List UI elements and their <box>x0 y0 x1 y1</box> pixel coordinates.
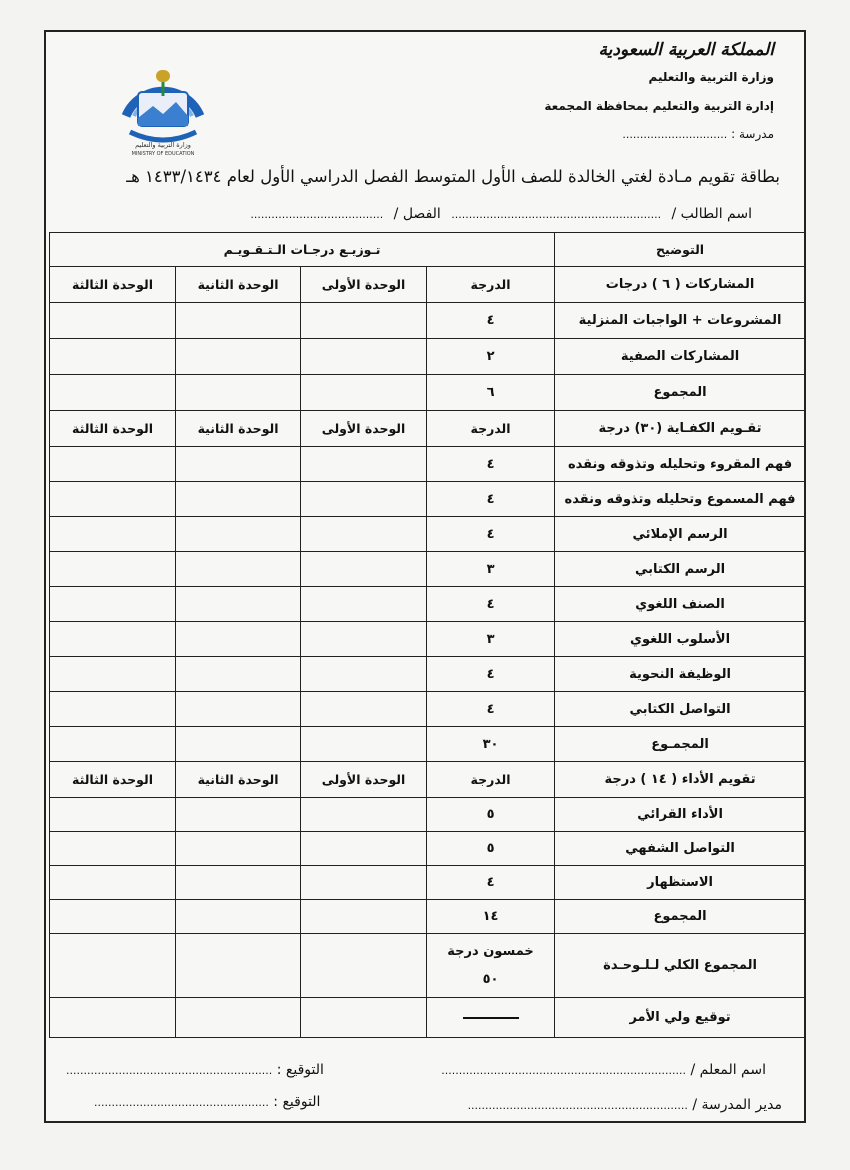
section-competency-title: تقـويم الكفـاية (٣٠) درجة <box>555 411 806 447</box>
class-dots: ...................................... <box>250 208 384 221</box>
guardian-signature-label: توقيع ولي الأمر <box>555 998 806 1038</box>
criterion-degree: ٥ <box>427 798 555 832</box>
grand-total-degree <box>427 934 555 998</box>
evaluation-card-sheet <box>44 30 806 1123</box>
grand-total-words: خمسون درجة <box>447 943 534 959</box>
table-row <box>50 303 806 339</box>
explain-header: التوضيح <box>555 233 806 267</box>
criterion-label: المجموع <box>555 375 806 411</box>
unit2-grade-cell[interactable] <box>176 339 301 375</box>
unit3-grade-cell[interactable] <box>50 832 176 866</box>
unit2-grade-cell[interactable] <box>176 303 301 339</box>
unit1-grade-cell[interactable] <box>301 727 427 762</box>
col-unit3: الوحدة الثالثة <box>50 267 176 303</box>
unit1-grade-cell[interactable] <box>301 339 427 375</box>
school-dots: .............................. <box>622 128 728 141</box>
criterion-degree: ٤ <box>427 482 555 517</box>
grand-total-label: المجموع الكلي لـلـوحـدة <box>555 934 806 998</box>
card-title: بطاقة تقويم مـادة لغتي الخالدة للصف الأول المتوسط الفصل الدراسي الأول لعام ١٤٣٣/١٤٣٤ هـ <box>126 167 780 186</box>
criterion-degree: ٤ <box>427 517 555 552</box>
unit3-grade-cell[interactable] <box>50 934 176 998</box>
teacher-name-dots: ...................................................................... <box>441 1064 687 1077</box>
criterion-label: المجمـوع <box>555 727 806 762</box>
col-unit1: الوحدة الأولى <box>301 267 427 303</box>
table-row <box>50 657 806 692</box>
unit2-grade-cell[interactable] <box>176 482 301 517</box>
unit3-grade-cell[interactable] <box>50 866 176 900</box>
table-row <box>50 866 806 900</box>
unit2-grade-cell[interactable] <box>176 552 301 587</box>
table-row <box>50 622 806 657</box>
criterion-label: المشروعات + الواجبات المنزلية <box>555 303 806 339</box>
col-unit3: الوحدة الثالثة <box>50 762 176 798</box>
criterion-degree: ٤ <box>427 866 555 900</box>
dash-line <box>463 1017 519 1019</box>
criterion-label: فهم المقروء وتحليله وتذوقه ونقده <box>555 447 806 482</box>
unit1-signature-cell[interactable] <box>301 998 427 1038</box>
criterion-label: الأسلوب اللغوي <box>555 622 806 657</box>
table-row <box>50 587 806 622</box>
unit1-grade-cell[interactable] <box>301 866 427 900</box>
criterion-label: الصنف اللغوي <box>555 587 806 622</box>
unit1-grade-cell[interactable] <box>301 375 427 411</box>
unit2-grade-cell[interactable] <box>176 447 301 482</box>
student-name-dots: ............................................................ <box>451 208 662 221</box>
criterion-label: الأداء القرائي <box>555 798 806 832</box>
criterion-degree: ٣٠ <box>427 727 555 762</box>
unit3-grade-cell[interactable] <box>50 622 176 657</box>
col-degree: الدرجة <box>427 411 555 447</box>
class-label: الفصل / <box>393 206 441 222</box>
criterion-label: الرسم الكتابي <box>555 552 806 587</box>
criterion-degree: ١٤ <box>427 900 555 934</box>
evaluation-table <box>49 232 806 1038</box>
unit3-grade-cell[interactable] <box>50 447 176 482</box>
unit3-grade-cell[interactable] <box>50 375 176 411</box>
unit1-grade-cell[interactable] <box>301 587 427 622</box>
section-performance-title: تقويم الأداء ( ١٤ ) درجة <box>555 762 806 798</box>
unit2-grade-cell[interactable] <box>176 692 301 727</box>
criterion-label: الوظيفة النحوية <box>555 657 806 692</box>
criterion-degree: ٤ <box>427 692 555 727</box>
criterion-degree: ٢ <box>427 339 555 375</box>
principal-name-label: مدير المدرسة / <box>692 1097 782 1113</box>
ministry-logo-icon <box>108 56 218 156</box>
grand-total-row <box>50 934 806 998</box>
principal-name-field <box>468 1097 782 1113</box>
section-participation-title: المشاركات ( ٦ ) درجات <box>555 267 806 303</box>
table-row <box>50 832 806 866</box>
table-row <box>50 798 806 832</box>
criterion-label: المشاركات الصفية <box>555 339 806 375</box>
criterion-label: التواصل الكتابي <box>555 692 806 727</box>
col-degree: الدرجة <box>427 267 555 303</box>
table-row <box>50 375 806 411</box>
guardian-dash-cell <box>427 998 555 1038</box>
teacher-signature-field <box>66 1062 324 1078</box>
principal-signature-field <box>94 1094 320 1110</box>
unit3-grade-cell[interactable] <box>50 339 176 375</box>
unit3-grade-cell[interactable] <box>50 657 176 692</box>
unit2-grade-cell[interactable] <box>176 832 301 866</box>
unit3-grade-cell[interactable] <box>50 692 176 727</box>
svg-text:وزارة التربية والتعليم: وزارة التربية والتعليم <box>135 141 191 149</box>
criterion-label: المجموع <box>555 900 806 934</box>
col-unit2: الوحدة الثانية <box>176 411 301 447</box>
col-unit2: الوحدة الثانية <box>176 762 301 798</box>
principal-signature-label: التوقيع : <box>273 1094 321 1110</box>
unit1-grade-cell[interactable] <box>301 517 427 552</box>
unit2-grade-cell[interactable] <box>176 900 301 934</box>
principal-signature-dots: .................................................. <box>94 1096 269 1109</box>
criterion-label: الرسم الإملائي <box>555 517 806 552</box>
col-unit1: الوحدة الأولى <box>301 762 427 798</box>
student-info-row <box>244 206 752 222</box>
unit2-grade-cell[interactable] <box>176 798 301 832</box>
unit3-signature-cell[interactable] <box>50 998 176 1038</box>
unit1-grade-cell[interactable] <box>301 832 427 866</box>
unit1-grade-cell[interactable] <box>301 900 427 934</box>
criterion-degree: ٤ <box>427 447 555 482</box>
unit1-grade-cell[interactable] <box>301 692 427 727</box>
table-row <box>50 339 806 375</box>
criterion-degree: ٤ <box>427 587 555 622</box>
principal-name-dots: ............................................................... <box>467 1099 688 1112</box>
unit2-grade-cell[interactable] <box>176 727 301 762</box>
student-name-label: اسم الطالب / <box>671 206 752 222</box>
teacher-signature-dots: ........................................................... <box>66 1064 273 1077</box>
unit2-signature-cell[interactable] <box>176 998 301 1038</box>
grand-total-number: ٥٠ <box>482 971 499 987</box>
table-row <box>50 482 806 517</box>
unit3-grade-cell[interactable] <box>50 900 176 934</box>
unit2-grade-cell[interactable] <box>176 517 301 552</box>
col-degree: الدرجة <box>427 762 555 798</box>
col-unit2: الوحدة الثانية <box>176 267 301 303</box>
unit2-grade-cell[interactable] <box>176 587 301 622</box>
unit2-grade-cell[interactable] <box>176 622 301 657</box>
criterion-degree: ٣ <box>427 552 555 587</box>
criterion-degree: ٦ <box>427 375 555 411</box>
table-row <box>50 552 806 587</box>
teacher-name-field <box>441 1062 766 1078</box>
criterion-label: الاستظهار <box>555 866 806 900</box>
table-row <box>50 692 806 727</box>
col-unit3: الوحدة الثالثة <box>50 411 176 447</box>
kingdom-title: المملكة العربية السعودية <box>598 40 774 60</box>
criterion-label: فهم المسموع وتحليله وتذوقه ونقده <box>555 482 806 517</box>
table-row <box>50 517 806 552</box>
criterion-degree: ٥ <box>427 832 555 866</box>
criterion-label: التواصل الشفهي <box>555 832 806 866</box>
unit1-grade-cell[interactable] <box>301 303 427 339</box>
teacher-signature-label: التوقيع : <box>276 1062 324 1078</box>
teacher-name-label: اسم المعلم / <box>690 1062 766 1078</box>
unit1-grade-cell[interactable] <box>301 447 427 482</box>
unit1-grade-cell[interactable] <box>301 622 427 657</box>
table-row <box>50 900 806 934</box>
ministry-name: وزارة التربية والتعليم <box>648 70 774 84</box>
unit3-grade-cell[interactable] <box>50 303 176 339</box>
unit1-grade-cell[interactable] <box>301 482 427 517</box>
school-label: مدرسة : <box>731 127 774 141</box>
unit1-grade-cell[interactable] <box>301 657 427 692</box>
col-unit1: الوحدة الأولى <box>301 411 427 447</box>
table-row <box>50 727 806 762</box>
unit3-grade-cell[interactable] <box>50 727 176 762</box>
unit2-grade-cell[interactable] <box>176 866 301 900</box>
unit2-grade-cell[interactable] <box>176 934 301 998</box>
criterion-degree: ٣ <box>427 622 555 657</box>
unit3-grade-cell[interactable] <box>50 587 176 622</box>
unit3-grade-cell[interactable] <box>50 798 176 832</box>
unit1-grade-cell[interactable] <box>301 552 427 587</box>
svg-text:MINISTRY OF EDUCATION: MINISTRY OF EDUCATION <box>131 151 195 156</box>
unit3-grade-cell[interactable] <box>50 517 176 552</box>
criterion-degree: ٤ <box>427 303 555 339</box>
table-row <box>50 447 806 482</box>
unit3-grade-cell[interactable] <box>50 482 176 517</box>
guardian-signature-row <box>50 998 806 1038</box>
distribution-header: تـوزيـع درجـات الـتـقـويـم <box>50 233 555 267</box>
unit1-grade-cell[interactable] <box>301 798 427 832</box>
unit2-grade-cell[interactable] <box>176 657 301 692</box>
unit2-grade-cell[interactable] <box>176 375 301 411</box>
school-field <box>622 127 774 141</box>
education-admin-name: إدارة التربية والتعليم بمحافظة المجمعة <box>544 99 774 113</box>
unit3-grade-cell[interactable] <box>50 552 176 587</box>
unit1-grade-cell[interactable] <box>301 934 427 998</box>
criterion-degree: ٤ <box>427 657 555 692</box>
